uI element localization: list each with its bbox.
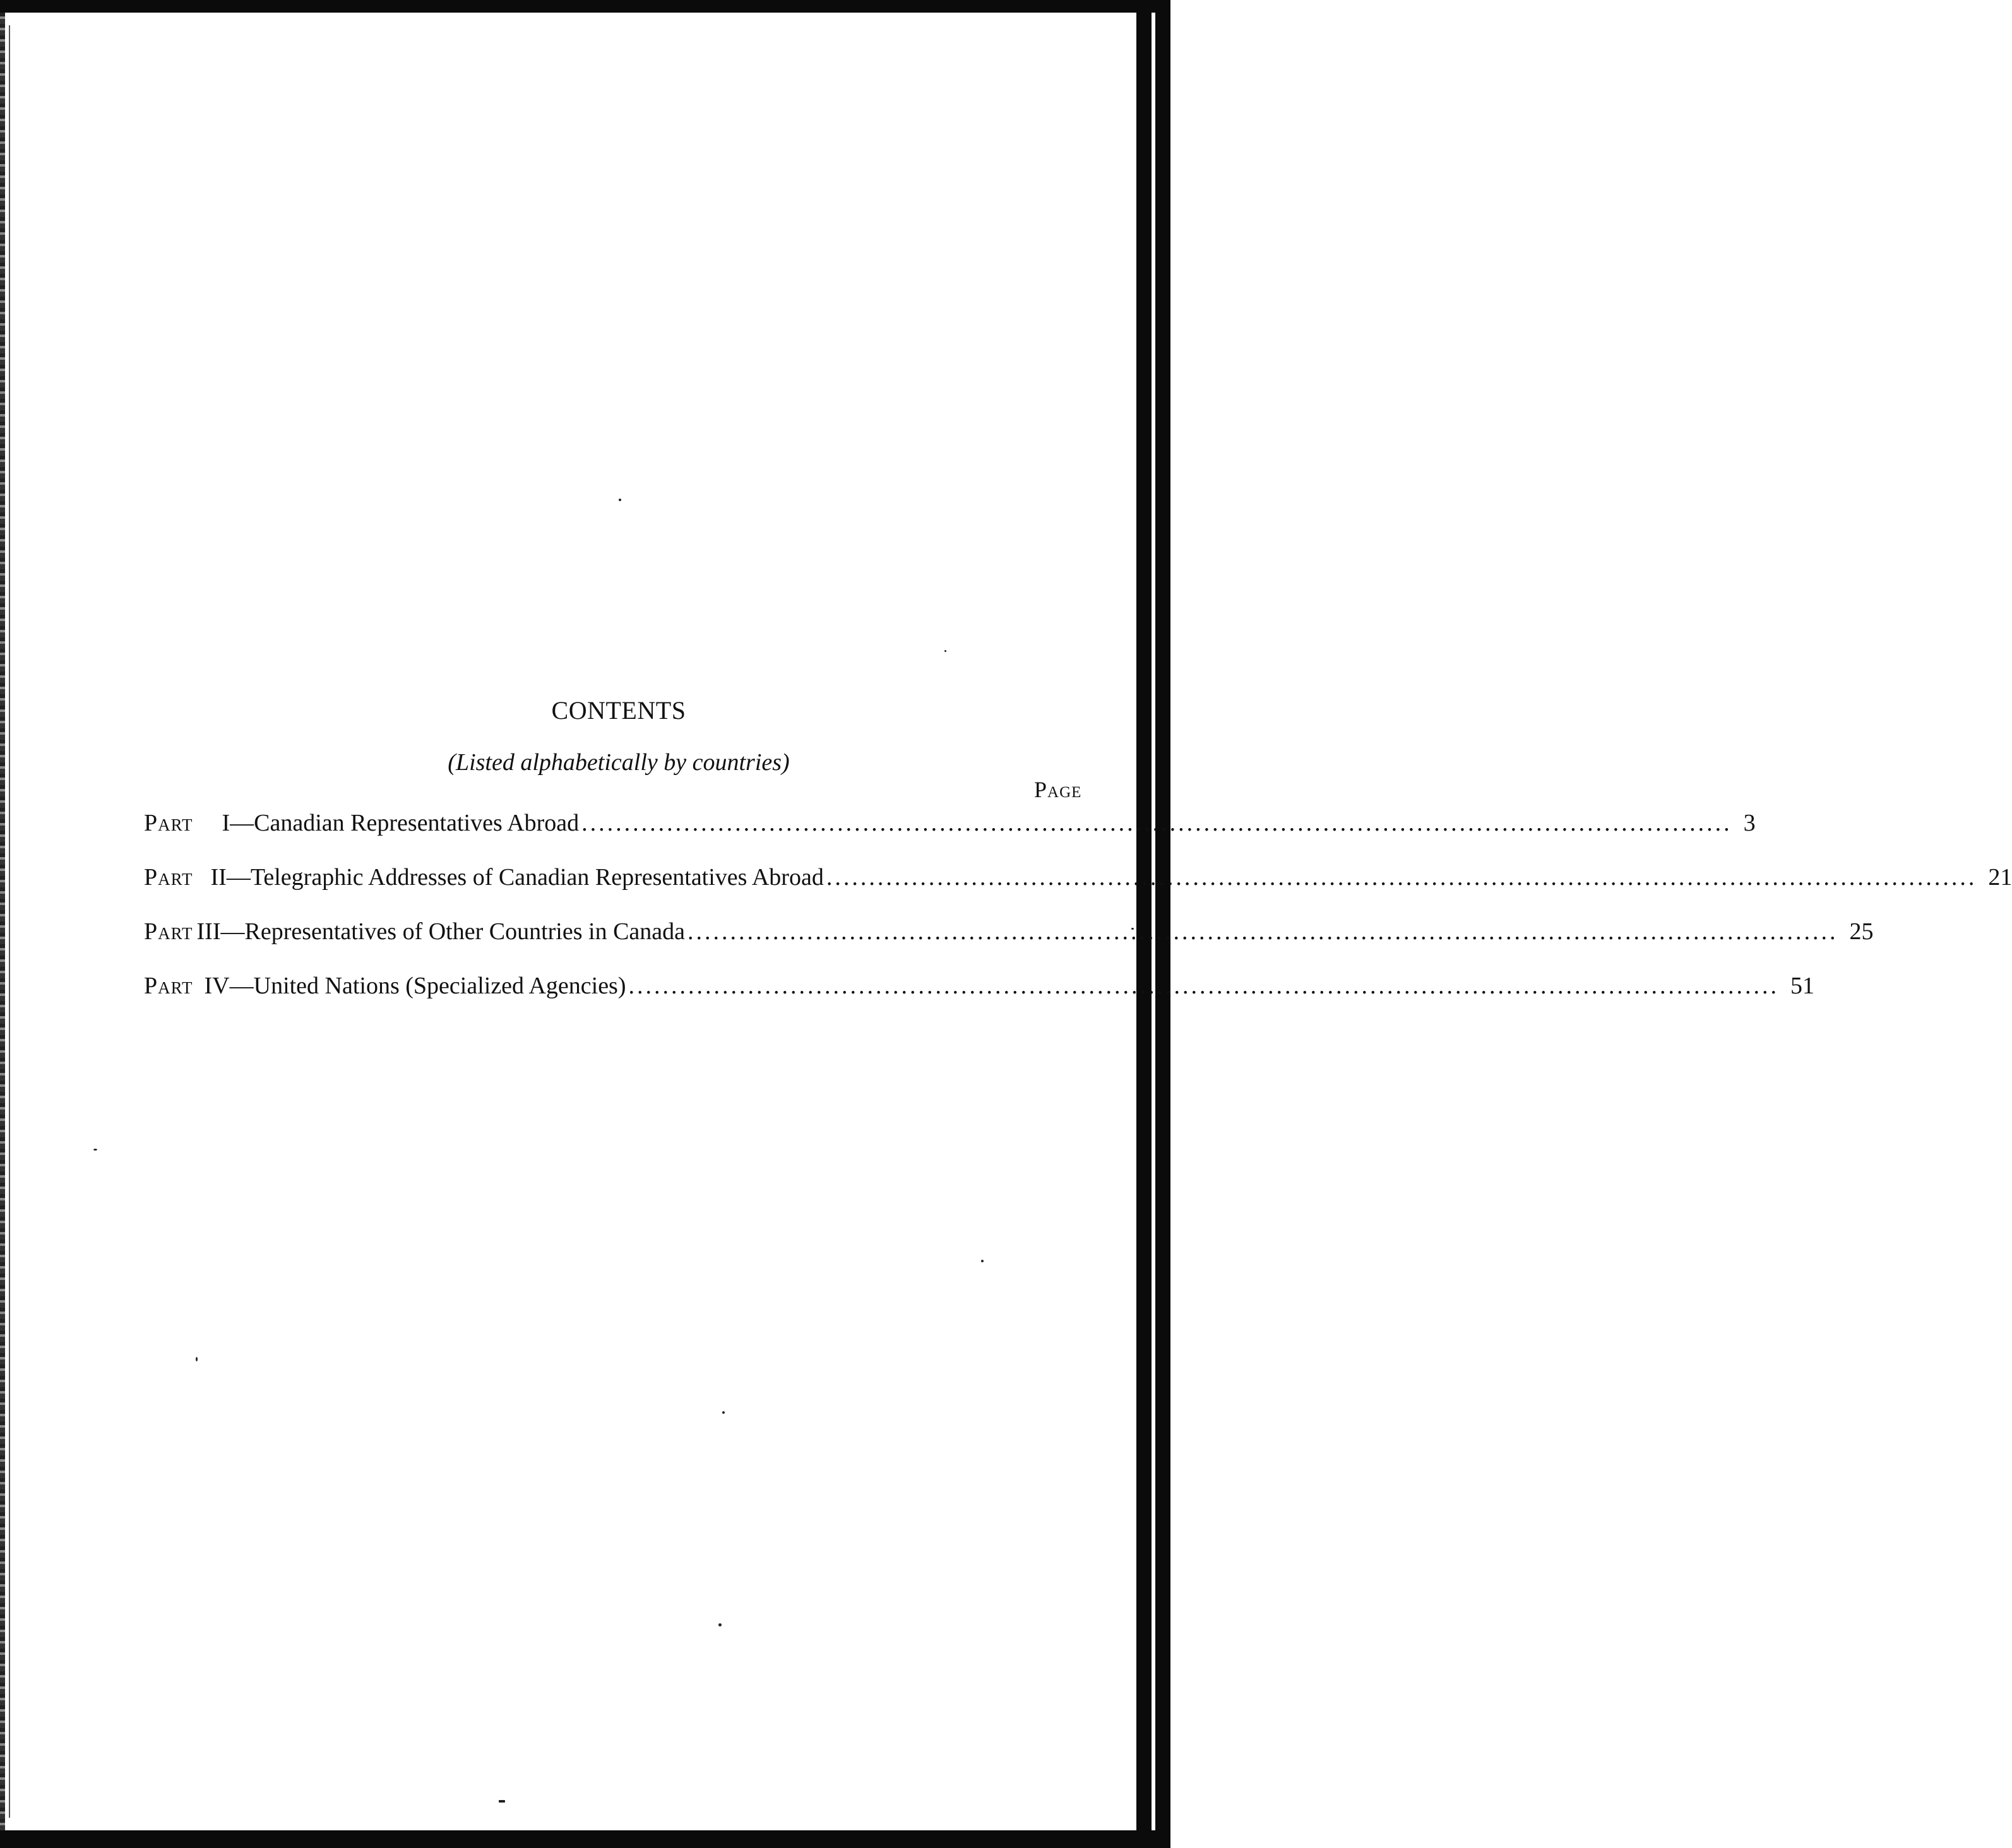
toc-part-numeral: I bbox=[222, 810, 230, 836]
toc-entry-title: Representatives of Other Countries in Canada bbox=[244, 918, 686, 945]
toc-entry-part-i[interactable] bbox=[144, 809, 1756, 844]
toc-entry-part-ii[interactable] bbox=[144, 863, 2012, 899]
page-column-header: Page bbox=[1034, 777, 1082, 802]
toc-part-word: Part bbox=[144, 810, 193, 836]
toc-entry-title: United Nations (Specialized Agencies) bbox=[253, 973, 626, 999]
scan-edge-top bbox=[0, 0, 1170, 13]
scan-edge-bottom bbox=[0, 1830, 1170, 1848]
toc-part-word: Part bbox=[144, 918, 193, 945]
scan-speck bbox=[499, 1800, 505, 1803]
toc-entry-title: Canadian Representatives Abroad bbox=[254, 810, 580, 836]
toc-page-number: 3 bbox=[1743, 810, 1756, 836]
toc-part-word: Part bbox=[144, 864, 193, 891]
toc-page-number: 21 bbox=[1988, 864, 2012, 891]
toc-part-numeral: IV bbox=[204, 973, 230, 999]
scan-speck bbox=[981, 1260, 984, 1262]
toc-part-numeral: II bbox=[210, 864, 227, 891]
dot-leader: ....................................................................................................................................... bbox=[581, 810, 1732, 836]
scan-edge-left-line bbox=[9, 25, 10, 1818]
toc-entry-label: —Canadian Representatives Abroad bbox=[230, 810, 580, 836]
contents-title: CONTENTS bbox=[551, 696, 686, 725]
toc-page-number: 51 bbox=[1790, 973, 1814, 999]
scan-speck bbox=[196, 1357, 198, 1361]
toc-part-numeral: III bbox=[196, 918, 221, 945]
scan-speck bbox=[93, 1149, 97, 1151]
toc-page-number: 25 bbox=[1849, 918, 1874, 945]
toc-entry-label: —Representatives of Other Countries in Canada bbox=[220, 918, 686, 945]
dot-leader: ....................................................................................................................................... bbox=[688, 918, 1838, 945]
toc-entry-label: —United Nations (Specialized Agencies) bbox=[229, 973, 626, 999]
toc-part-word: Part bbox=[144, 973, 193, 999]
scan-speck bbox=[619, 499, 621, 501]
scan-edge-left bbox=[0, 13, 5, 1830]
contents-subtitle: (Listed alphabetically by countries) bbox=[448, 749, 790, 776]
toc-entry-part-iv[interactable] bbox=[144, 972, 1814, 1007]
scan-speck bbox=[718, 1623, 722, 1626]
dot-leader: ....................................................................................................................................... bbox=[628, 973, 1779, 999]
toc-entry-label: —Telegraphic Addresses of Canadian Representatives Abroad bbox=[226, 864, 824, 891]
scan-speck bbox=[722, 1411, 725, 1414]
toc-entry-title: Telegraphic Addresses of Canadian Representatives Abroad bbox=[250, 864, 824, 891]
toc-entry-part-iii[interactable] bbox=[144, 918, 1874, 953]
dot-leader: ....................................................................................................................................... bbox=[826, 864, 1977, 891]
scan-speck bbox=[944, 650, 946, 652]
